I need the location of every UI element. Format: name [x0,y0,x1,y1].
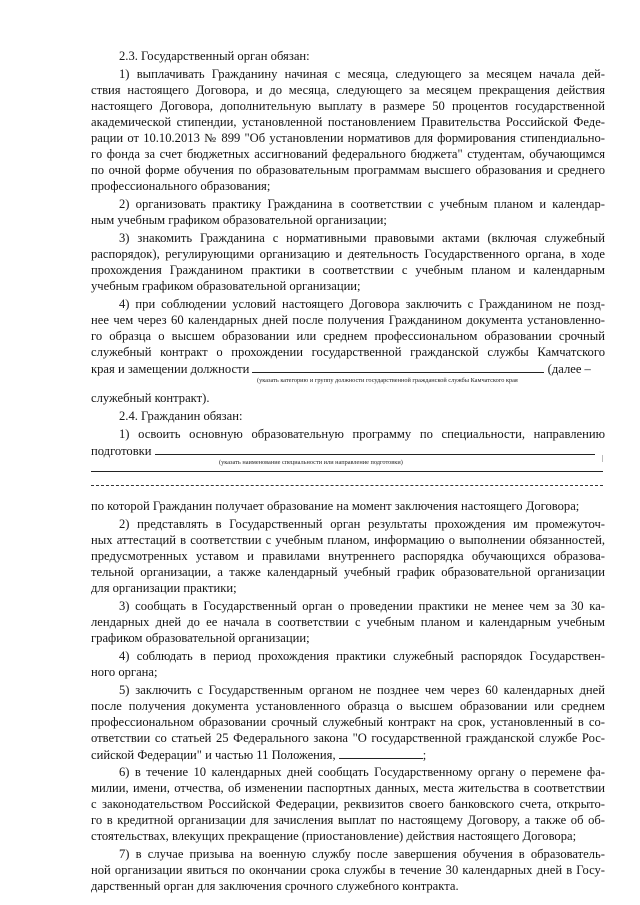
paragraph-line: прохождения Гражданином практики в соответствии с учебным планом и календарным [91,263,605,277]
paragraph-text: края и замещении должности [91,362,250,376]
paragraph-line: нее чем через 60 календарных дней после получения Гражданином документа установленно- [91,313,605,327]
paragraph-text: подготовки [91,444,152,458]
paragraph-line: 4) при соблюдении условий настоящего Договора заключить с Гражданином не позд- [119,297,605,311]
paragraph-line: го фонда за счет бюджетных ассигнований федерального бюджета" студентам, обучающимся [91,147,605,161]
paragraph-line: 1) освоить основную образовательную программу по специальности, направлению [119,427,605,441]
paragraph-line: 4) соблюдать в период прохождения практики служебный распорядок Государствен- [119,649,605,663]
paragraph-line: учебным графиком образовательной организации; [91,279,361,293]
paragraph-text: ; [422,748,427,762]
regulation-line [91,747,605,764]
paragraph-line: графиком образовательной организации; [91,631,310,645]
paragraph-line: 6) в течение 10 календарных дней сообщать Государственному органу о перемене фа- [119,765,605,779]
paragraph-line: служебный контракт о прохождении государственной гражданской службы Камчатского [91,345,605,359]
position-blank-field[interactable] [252,361,544,373]
paragraph-line: 2) организовать практику Гражданина в соответствии с учебным планом и календар- [119,197,605,211]
paragraph-line: ного органа; [91,665,158,679]
paragraph-line: профессионального образования; [91,179,271,193]
paragraph-line: го образца о высшем образовании или среднем профессиональном образовании срочный [91,329,605,343]
position-line [91,361,605,378]
margin-mark [602,455,603,462]
position-caption: (указать категорию и группу должности государственной гражданской службы Камчатского края [257,377,518,384]
paragraph-line: дарственный орган для заключения срочного служебного контракта. [91,879,459,893]
paragraph-text: сийской Федерации" и частью 11 Положения, [91,748,336,762]
section-2-4-heading: 2.4. Гражданин обязан: [119,409,243,423]
paragraph-line: 3) знакомить Гражданина с нормативными правовыми актами (включая служебный [119,231,605,245]
paragraph-line: предусмотренных уставом и правилами внутреннего распорядка обучающихся образова- [91,549,605,563]
regulation-blank-field[interactable] [339,747,423,759]
blank-rule-dashed[interactable] [91,485,603,486]
paragraph-line: после получения документа установленного образца о высшем образовании или среднем [91,699,605,713]
paragraph-line: ответствии со статьей 25 Федерального закона "О государственной гражданской службе Рос- [91,731,605,745]
paragraph-line: служебный контракт). [91,391,210,405]
paragraph-line: милии, имени, отчества, об изменении паспортных данных, места жительства в соответствии [91,781,605,795]
paragraph-line: ных аттестаций в соответствии с учебным планом, информацию о выполнении обязанностей, [91,533,605,547]
specialty-line [91,443,605,460]
paragraph-line: стоятельствах, влекущих прекращение (приостановление) действия настоящего Договора; [91,829,577,843]
specialty-caption: (указать наименование специальности или направление подготовки) [219,459,403,466]
paragraph-line: с законодательством Российской Федерации, реквизитов своего банковского счета, открыто- [91,797,605,811]
paragraph-line: для организации практики; [91,581,237,595]
section-2-3-heading: 2.3. Государственный орган обязан: [119,49,310,63]
paragraph-line: го в кредитной организации для зачисления выплат по настоящему Договору, а также об об- [91,813,605,827]
blank-rule[interactable] [91,471,603,472]
paragraph-line: 5) заключить с Государственным органом не позднее чем через 60 календарных дней [119,683,605,697]
paragraph-line: профессиональном образовании срочный служебный контракт на срок, установленный в со- [91,715,605,729]
paragraph-text: (далее – [547,362,591,376]
paragraph-line: лендарных дней до ее начала в соответствии с учебным планом и календарным учебным [91,615,605,629]
paragraph-line: по которой Гражданин получает образование на момент заключения настоящего Договора; [91,499,580,513]
paragraph-line: ствия настоящего Договора, и до месяца, следующего за месяцем прекращения действия [91,83,605,97]
paragraph-line: 2) представлять в Государственный орган результаты прохождения им промежуточ- [119,517,605,531]
paragraph-line: тельной организации, а также календарный учебный график образовательной организации [91,565,605,579]
paragraph-line: 7) в случае призыва на военную службу после завершения обучения в образователь- [119,847,605,861]
paragraph-line: распорядок), регулирующими организацию и деятельность Государственного органа, в ходе [91,247,605,261]
paragraph-line: настоящего Договора, дополнительную выплату в размере 50 процентов государственной [91,99,605,113]
specialty-blank-field[interactable] [155,443,595,455]
paragraph-line: академической стипендии, установленной постановлением Правительства Российской Феде- [91,115,605,129]
paragraph-line: ным учебным графиком образовательной организации; [91,213,387,227]
paragraph-line: рации от 10.10.2013 № 899 "Об установлении нормативов для формирования стипендиально- [91,131,605,145]
paragraph-line: ной организации явиться по окончании срока службы в течение 30 календарных дней в Госу- [91,863,605,877]
paragraph-line: 1) выплачивать Гражданину начиная с месяца, следующего за месяцем начала дей- [119,67,605,81]
paragraph-line: 3) сообщать в Государственный орган о проведении практики не менее чем за 30 ка- [119,599,605,613]
paragraph-line: по очной форме обучения по образовательным программам высшего образования и среднего [91,163,605,177]
